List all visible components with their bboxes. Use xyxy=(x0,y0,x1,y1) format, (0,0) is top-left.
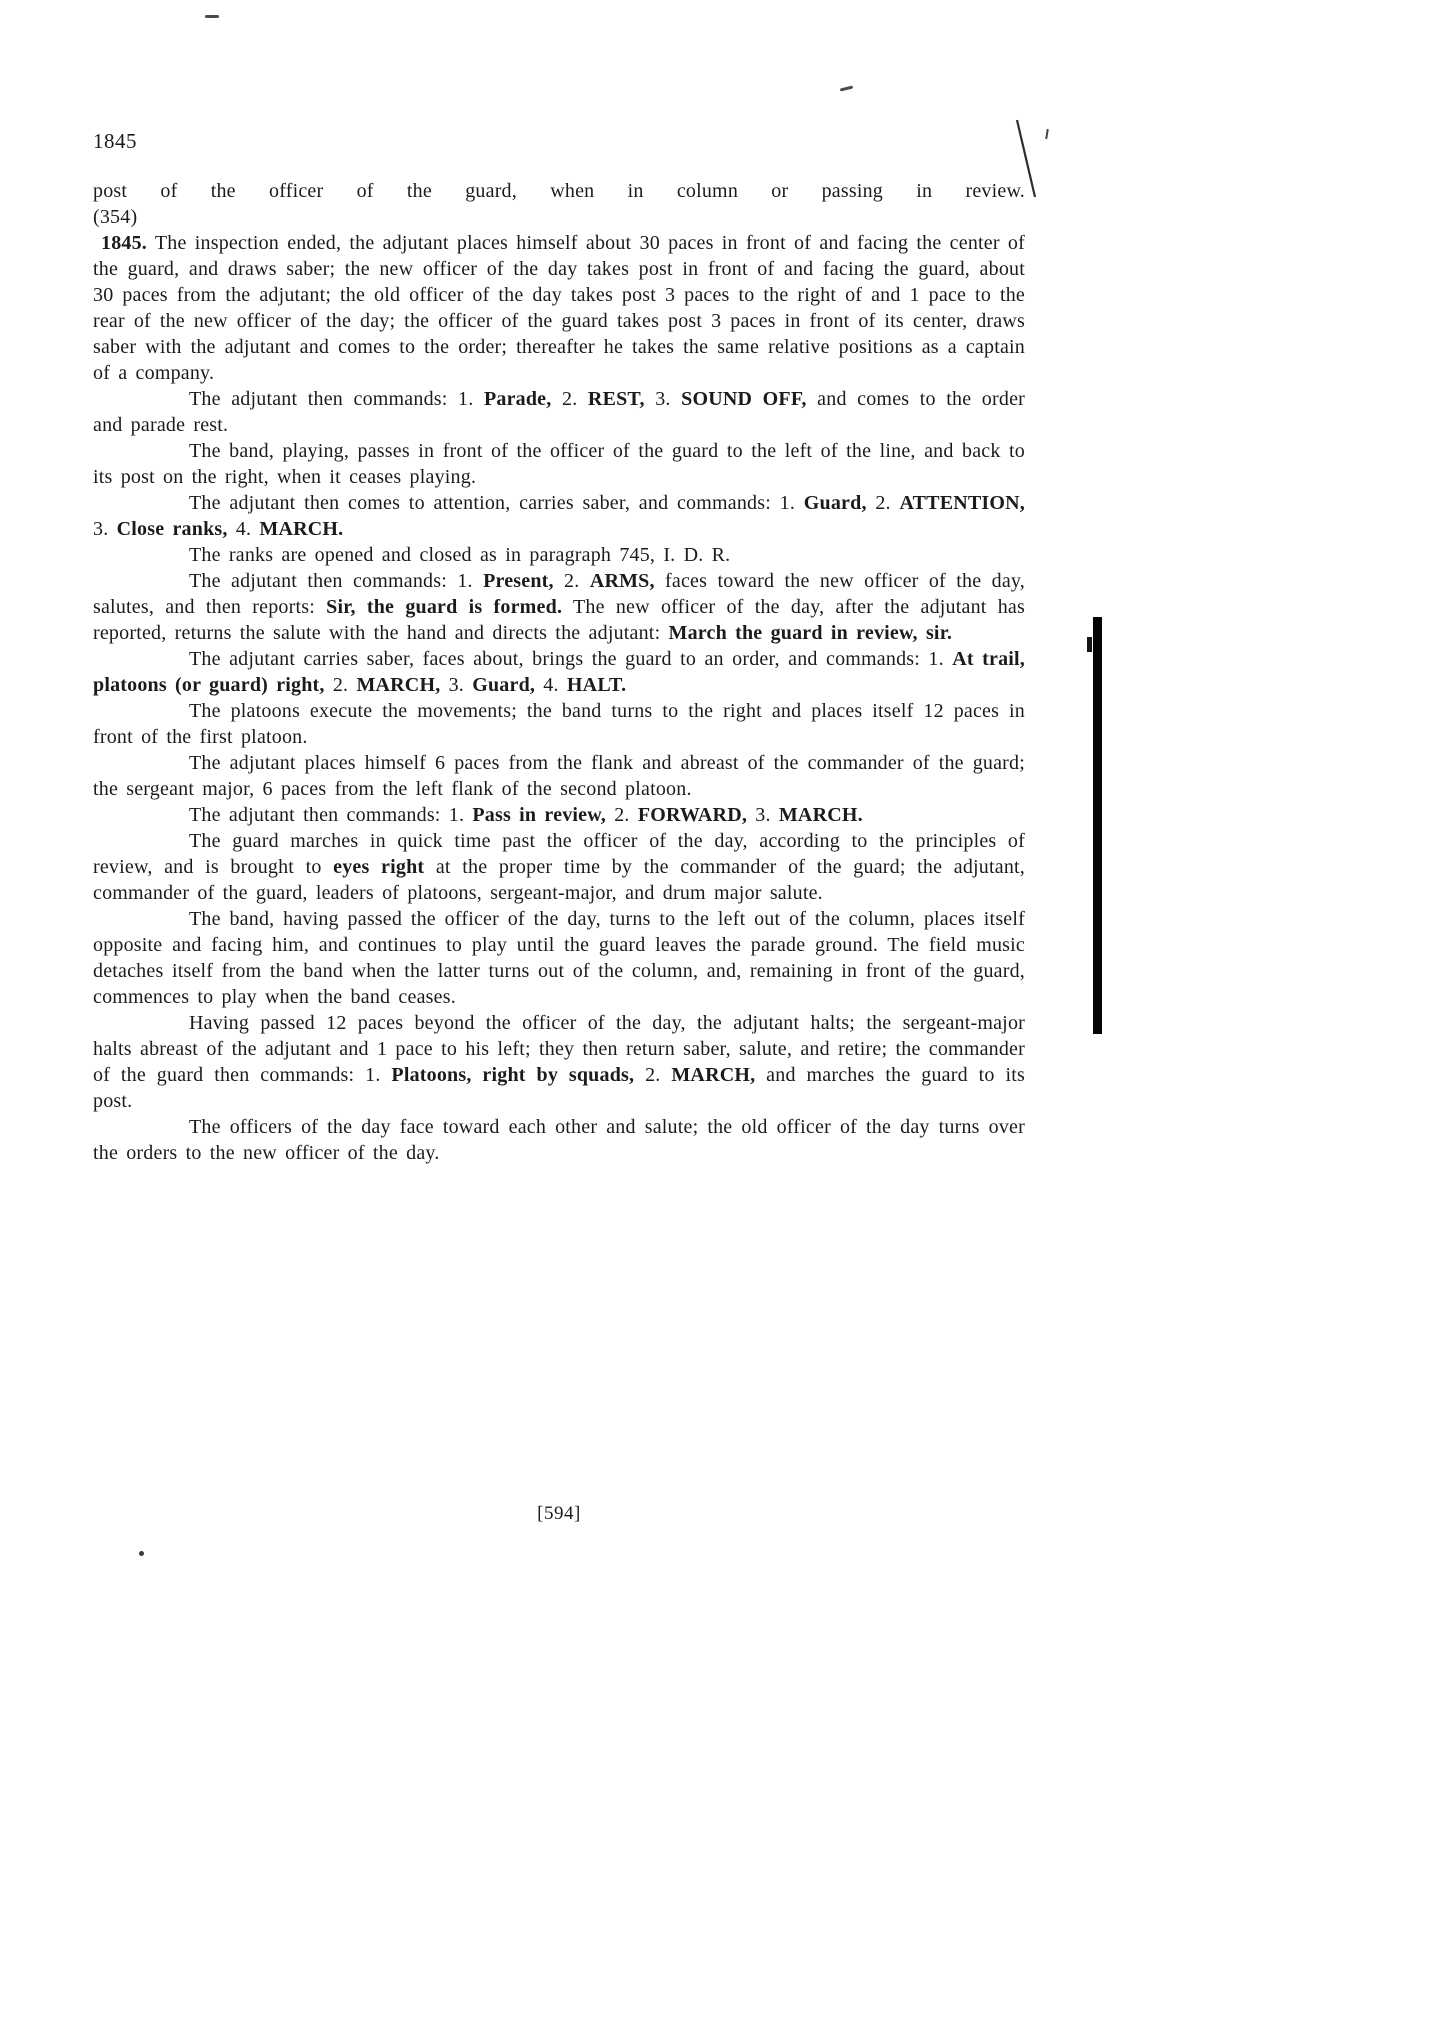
body-text: 3. xyxy=(747,804,779,826)
paragraph xyxy=(93,490,1025,542)
paragraph xyxy=(93,750,1025,802)
body-text: The adjutant then comes to attention, carries saber, and commands: 1. xyxy=(189,492,804,514)
paragraph xyxy=(93,698,1025,750)
body-text: The new officer of the day, after the adjutant has reported, returns the salute with the hand and directs the adjutant: xyxy=(93,596,1025,644)
paragraph xyxy=(93,646,1025,698)
body-text: 2. xyxy=(553,570,590,592)
paragraph xyxy=(93,542,1025,568)
body-text: 3. xyxy=(93,518,117,540)
body-text: 4. xyxy=(535,674,567,696)
command-text: Parade, xyxy=(483,388,552,410)
body-text: The guard marches in quick time past the officer of the day, according to the principles of review, and is brought to xyxy=(93,830,1025,878)
paragraph xyxy=(93,1010,1025,1114)
body-text: (354) xyxy=(93,206,138,228)
paragraph xyxy=(93,906,1025,1010)
body-text: The ranks are opened and closed as in paragraph 745, I. D. R. xyxy=(189,544,731,566)
command-text: MARCH. xyxy=(259,518,344,540)
scan-artifact-diagonal-stroke xyxy=(1014,118,1038,200)
body-text: Having passed 12 paces beyond the officer of the day, the adjutant halts; the sergeant-major halts abreast of the adjutant and 1 pace to his left; they then return saber, salute, and retire; the commander of the guard then commands: 1. xyxy=(93,1012,1025,1086)
paragraph xyxy=(93,828,1025,906)
body-text: The adjutant carries saber, faces about, brings the guard to an order, and commands: 1. xyxy=(189,648,953,670)
body-text: The inspection ended, the adjutant places himself about 30 paces in front of and facing the center of the guard, and draws saber; the new officer of the day takes post in front of and facing the guard, about 30 paces from the adjutant; the old officer of the day takes post 3 paces to the right of and 1 pace to the rear of the new officer of the day; the officer of the guard takes post 3 paces in front of its center, draws saber with the adjutant and comes to the order; thereafter he takes the same relative positions as a captain of a company. xyxy=(93,232,1025,384)
body-text: post of the officer of the guard, when in column or passing in review. xyxy=(93,180,1025,202)
command-text: Close ranks, xyxy=(116,518,228,540)
page-footer-number: [594] xyxy=(537,1503,581,1524)
body-text: The adjutant then commands: 1. xyxy=(189,570,484,592)
command-text: 1845. xyxy=(101,232,147,254)
command-text: SOUND OFF, xyxy=(681,388,807,410)
body-text: and comes to the order and parade rest. xyxy=(93,388,1026,436)
body-text: 2. xyxy=(324,674,357,696)
body-text: The adjutant then commands: 1. xyxy=(189,804,473,826)
body-text: 2. xyxy=(551,388,588,410)
body-text: faces toward the new officer of the day, salutes, and then reports: xyxy=(93,570,1025,618)
paragraph xyxy=(93,1114,1025,1166)
body-text: at the proper time by the commander of the guard; the adjutant, commander of the guard, leaders of platoons, sergeant-major, and drum major salute. xyxy=(93,856,1025,904)
paragraph xyxy=(93,230,1025,386)
command-text: Platoons, right by squads, xyxy=(391,1064,635,1086)
body-text: The officers of the day face toward each other and salute; the old officer of the day turns over the orders to the new officer of the day. xyxy=(93,1116,1025,1164)
body-text: The band, playing, passes in front of the officer of the guard to the left of the line, and back to its post on the right, when it ceases playing. xyxy=(93,440,1025,488)
command-text: Sir, the guard is formed. xyxy=(326,596,563,618)
document-body xyxy=(93,178,1025,1166)
command-text: Present, xyxy=(483,570,554,592)
body-text: The adjutant then commands: 1. xyxy=(189,388,484,410)
scan-artifact-dot xyxy=(139,1551,144,1556)
command-text: Pass in review, xyxy=(472,804,606,826)
scan-artifact-dash-top xyxy=(205,15,219,18)
page-header-number: 1845 xyxy=(93,129,137,153)
body-text: The platoons execute the movements; the band turns to the right and places itself 12 paces in front of the first platoon. xyxy=(93,700,1025,748)
body-text: 2. xyxy=(634,1064,672,1086)
command-text: March the guard in review, sir. xyxy=(668,622,953,644)
body-text: The adjutant places himself 6 paces from the flank and abreast of the commander of the guard; the sergeant major, 6 paces from the left flank of the second platoon. xyxy=(93,752,1025,800)
body-text: and marches the guard to its post. xyxy=(93,1064,1025,1112)
command-text: eyes right xyxy=(333,856,425,878)
body-text: 4. xyxy=(227,518,260,540)
body-text: 3. xyxy=(440,674,473,696)
command-text: ARMS, xyxy=(589,570,655,592)
command-text: FORWARD, xyxy=(637,804,748,826)
paragraph xyxy=(93,178,1025,204)
paragraph xyxy=(93,438,1025,490)
command-text: MARCH, xyxy=(671,1064,756,1086)
command-text: REST, xyxy=(587,388,645,410)
paragraph xyxy=(93,568,1025,646)
scan-artifact-edge-notch xyxy=(1087,637,1092,652)
body-text: 2. xyxy=(866,492,900,514)
body-text: The band, having passed the officer of the day, turns to the left out of the column, places itself opposite and facing him, and continues to play until the guard leaves the parade ground. The field music detaches itself from the band when the latter turns out of the column, and, remaining in front of the guard, commences to play when the band ceases. xyxy=(93,908,1025,1008)
command-text: HALT. xyxy=(566,674,627,696)
body-text: 3. xyxy=(644,388,682,410)
paragraph xyxy=(93,802,1025,828)
paragraph xyxy=(93,386,1025,438)
scan-artifact-edge-bar xyxy=(1093,617,1102,1034)
command-text: Guard, xyxy=(472,674,536,696)
page-content xyxy=(93,130,1025,1166)
body-text: 2. xyxy=(606,804,638,826)
command-text: MARCH, xyxy=(356,674,441,696)
scan-artifact-dash-right xyxy=(840,85,853,91)
command-text: MARCH. xyxy=(778,804,863,826)
command-text: ATTENTION, xyxy=(899,492,1025,514)
command-text: At trail, platoons (or guard) right, xyxy=(93,648,1025,696)
command-text: Guard, xyxy=(803,492,867,514)
paragraph xyxy=(93,204,1025,230)
scan-artifact-tick xyxy=(1045,129,1049,139)
